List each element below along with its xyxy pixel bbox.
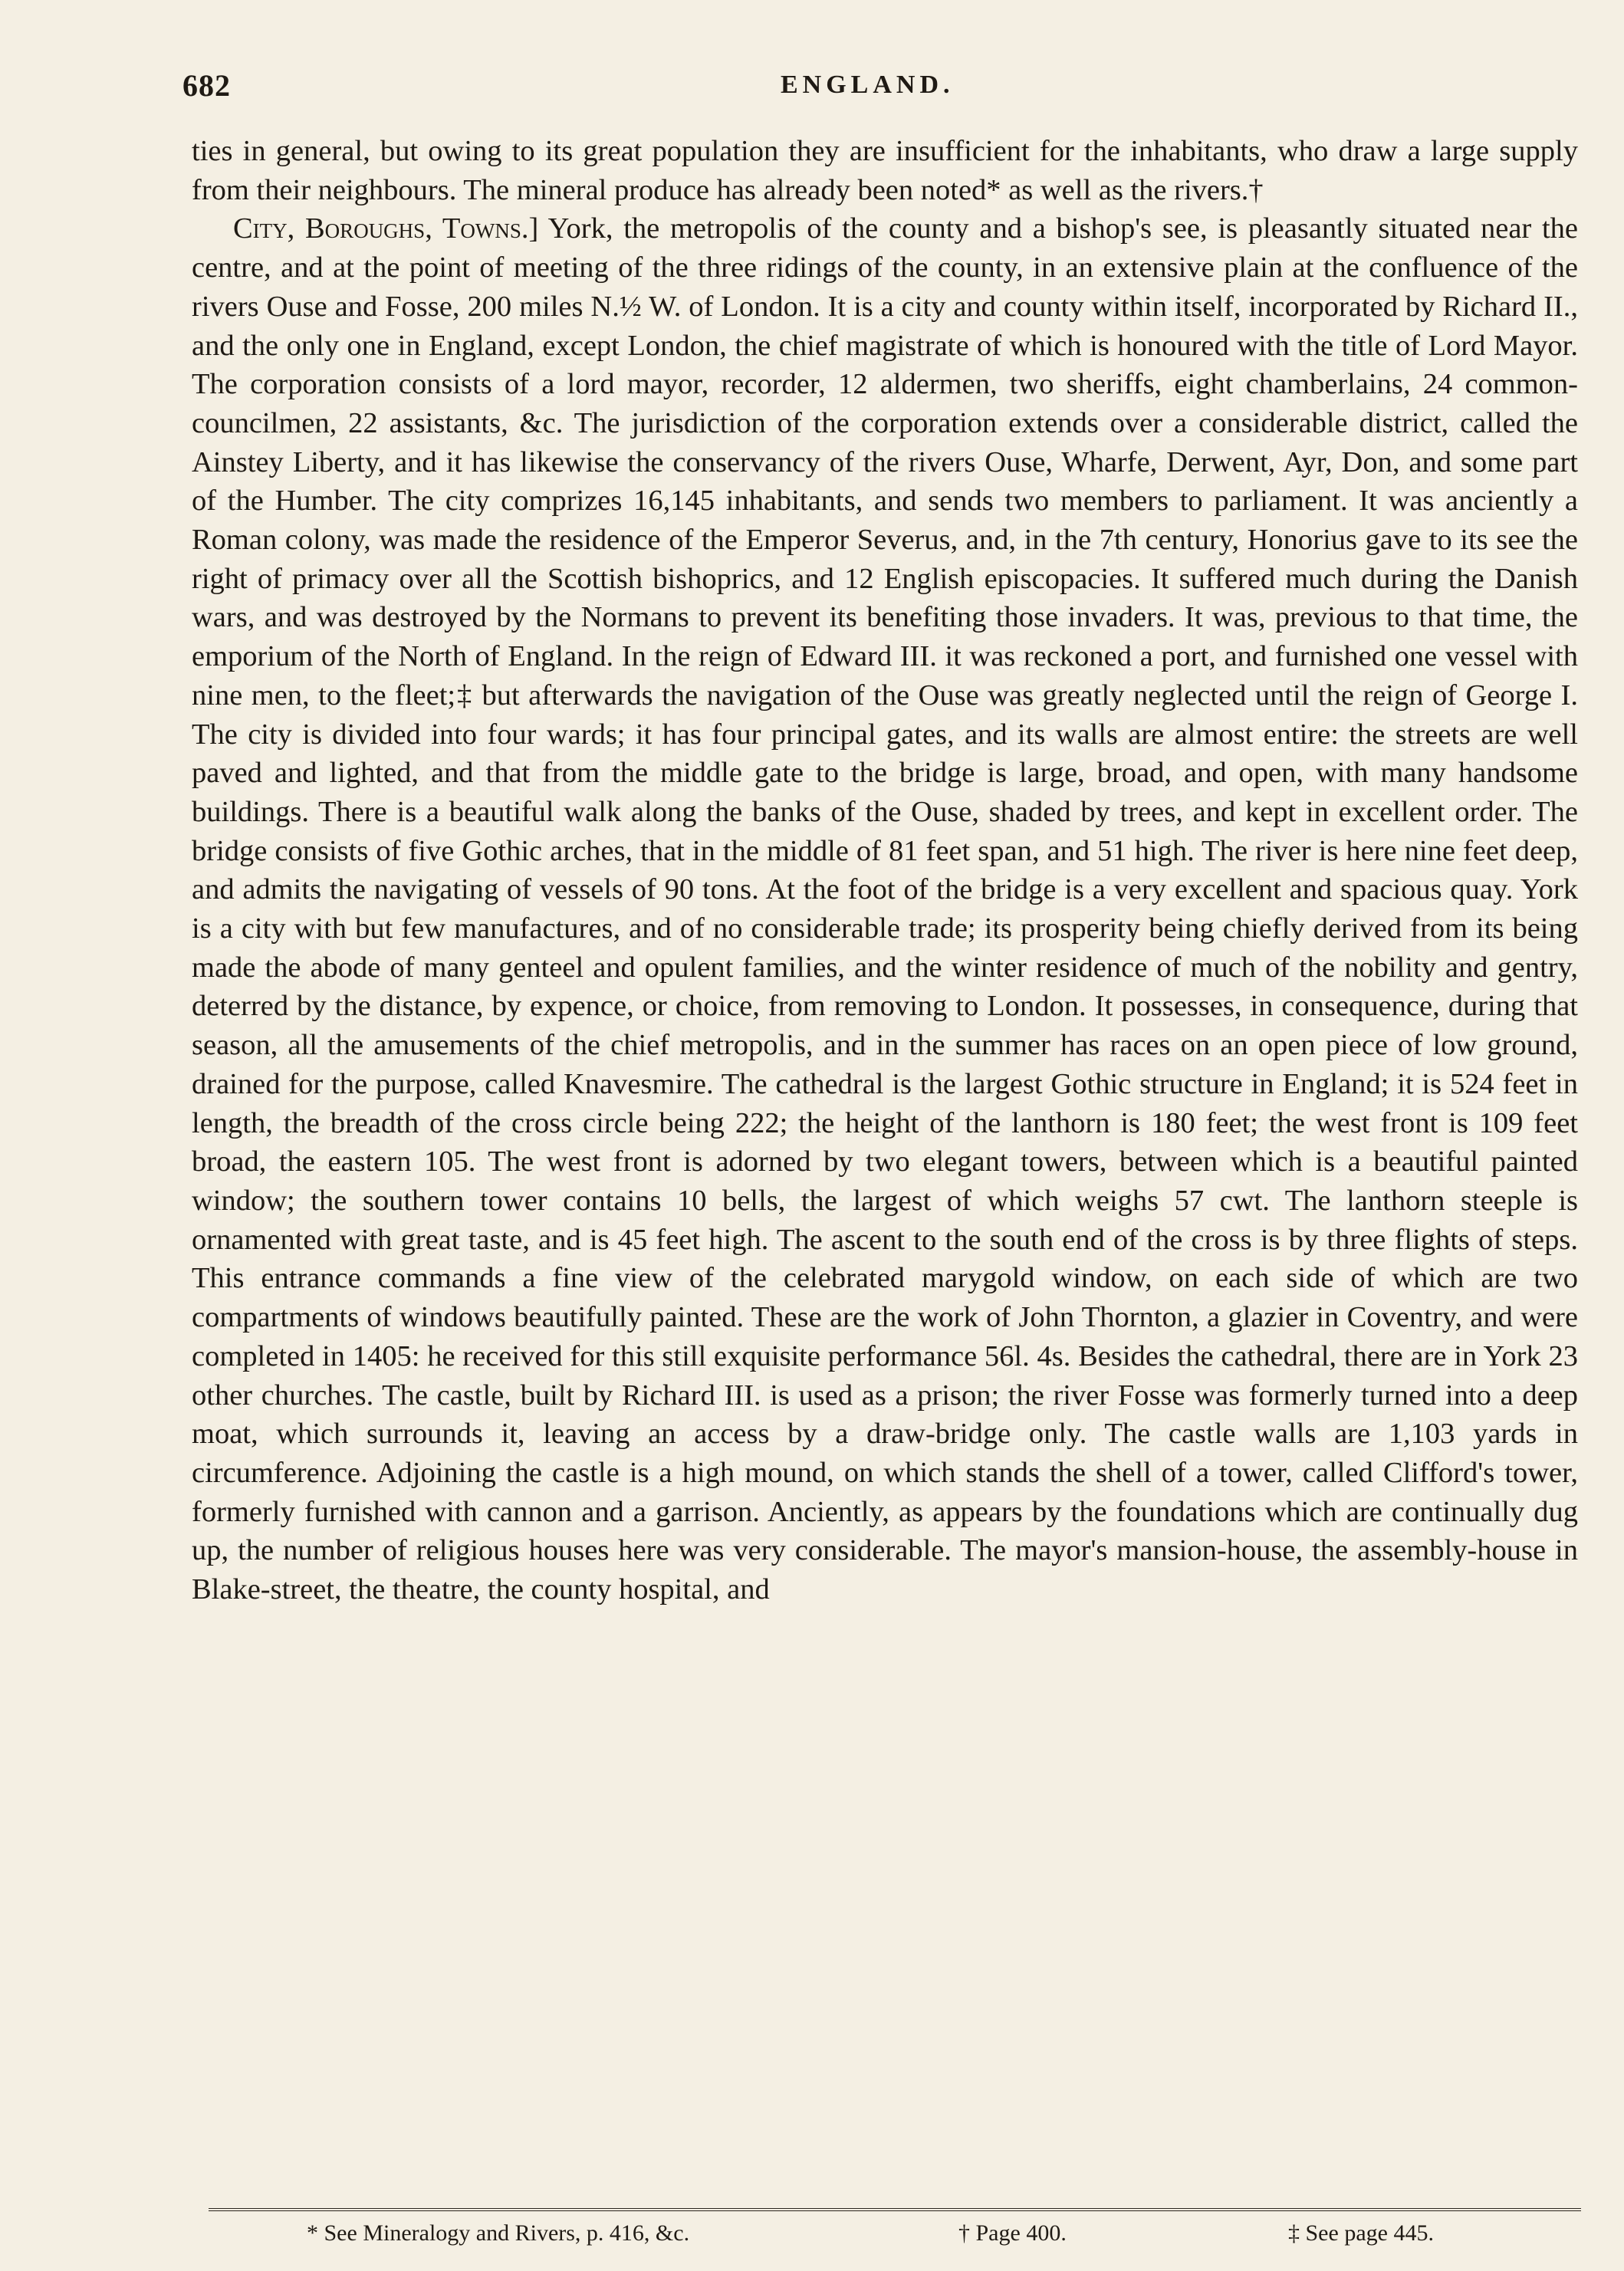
section-heading: City, Boroughs, Towns.] (233, 212, 539, 245)
paragraph-york-text: York, the metropolis of the county and a bishop's see, is pleasantly situated near the centre, and at the point of meeting of the three ridings of the county, in an extensive plain at the confluence of the rivers Ouse and Fosse, 200 miles N.½ W. of London. It is a city and county within itself, incorporated by Richard II., and the only one in England, except London, the chief magistrate of which is honoured with the title of Lord Mayor. The corporation consists of a lord mayor, recorder, 12 aldermen, two sheriffs, eight chamberlains, 24 common-councilmen, 22 assistants, &c. The jurisdiction of the corporation extends over a considerable district, called the Ainstey Liberty, and it has likewise the conservancy of the rivers Ouse, Wharfe, Derwent, Ayr, Don, and some part of the Humber. The city comprizes 16,145 inhabitants, and sends two members to parliament. It was anciently a Roman colony, was made the residence of the Emperor Severus, and, in the 7th century, Honorius gave to its see the right of primacy over all the Scottish bishoprics, and 12 English episcopacies. It suffered much during the Danish wars, and was destroyed by the Normans to prevent its benefiting those invaders. It was, previous to that time, the emporium of the North of England. In the reign of Edward III. it was reckoned a port, and furnished one vessel with nine men, to the fleet;‡ but afterwards the navigation of the Ouse was greatly neglected until the reign of George I. The city is divided into four wards; it has four principal gates, and its walls are almost entire: the streets are well paved and lighted, and that from the middle gate to the bridge is large, broad, and open, with many handsome buildings. There is a beautiful walk along the banks of the Ouse, shaded by trees, and kept in excellent order. The bridge consists of five Gothic arches, that in the middle of 81 feet span, and 51 high. The river is here nine feet deep, and admits the navigating of vessels of 90 tons. At the foot of the bridge is a very excellent and spacious quay. York is a city with but few manufactures, and of no considerable trade; its prosperity being chiefly derived from its being made the abode of many genteel and opulent families, and the winter residence of much of the nobility and gentry, deterred by the distance, by expence, or choice, from removing to London. It possesses, in consequence, during that season, all the amusements of the chief metropolis, and in the summer has races on an open piece of low ground, drained for the purpose, called Knavesmire. The cathedral is the largest Gothic structure in England; it is 524 feet in length, the breadth of the cross circle being 222; the height of the lanthorn is 180 feet; the west front is 109 feet broad, the eastern 105. The west front is adorned by two elegant towers, between which is a beautiful painted window; the southern tower contains 10 bells, the largest of which weighs 57 cwt. The lanthorn steeple is ornamented with great taste, and is 45 feet high. The ascent to the south end of the cross is by three flights of steps. This entrance commands a fine view of the celebrated marygold window, on each side of which are two compartments of windows beautifully painted. These are the work of John Thornton, a glazier in Coventry, and were completed in 1405: he received for this still exquisite performance 56l. 4s. Besides the cathedral, there are in York 23 other churches. The castle, built by Richard III. is used as a prison; the river Fosse was formerly turned into a deep moat, which surrounds it, leaving an access by a draw-bridge only. The castle walls are 1,103 yards in circumference. Adjoining the castle is a high mound, on which stands the shell of a tower, called Clifford's tower, formerly furnished with cannon and a garrison. Anciently, as appears by the foundations which are continually dug up, the number of religious houses here was very considerable. The mayor's mansion-house, the assembly-house in Blake-street, the theatre, the county hospital, and (192, 212, 1578, 1606)
page-number: 682 (182, 68, 231, 103)
page-header (182, 67, 1578, 113)
body-text (192, 132, 1578, 1609)
paragraph-continuation: ties in general, but owing to its great population they are insufficient for the inhabitants, who draw a large supply from their neighbours. The mineral produce has already been noted* as well as the rivers.† (192, 135, 1578, 206)
footnote-3: ‡ See page 445. (1288, 2220, 1434, 2246)
paragraph-york (192, 209, 1578, 1609)
footnotes (307, 2220, 1503, 2254)
footnote-divider (209, 2208, 1581, 2211)
footnote-2: † Page 400. (958, 2220, 1067, 2246)
footnote-1: * See Mineralogy and Rivers, p. 416, &c. (307, 2220, 690, 2246)
running-title: ENGLAND. (781, 71, 955, 99)
